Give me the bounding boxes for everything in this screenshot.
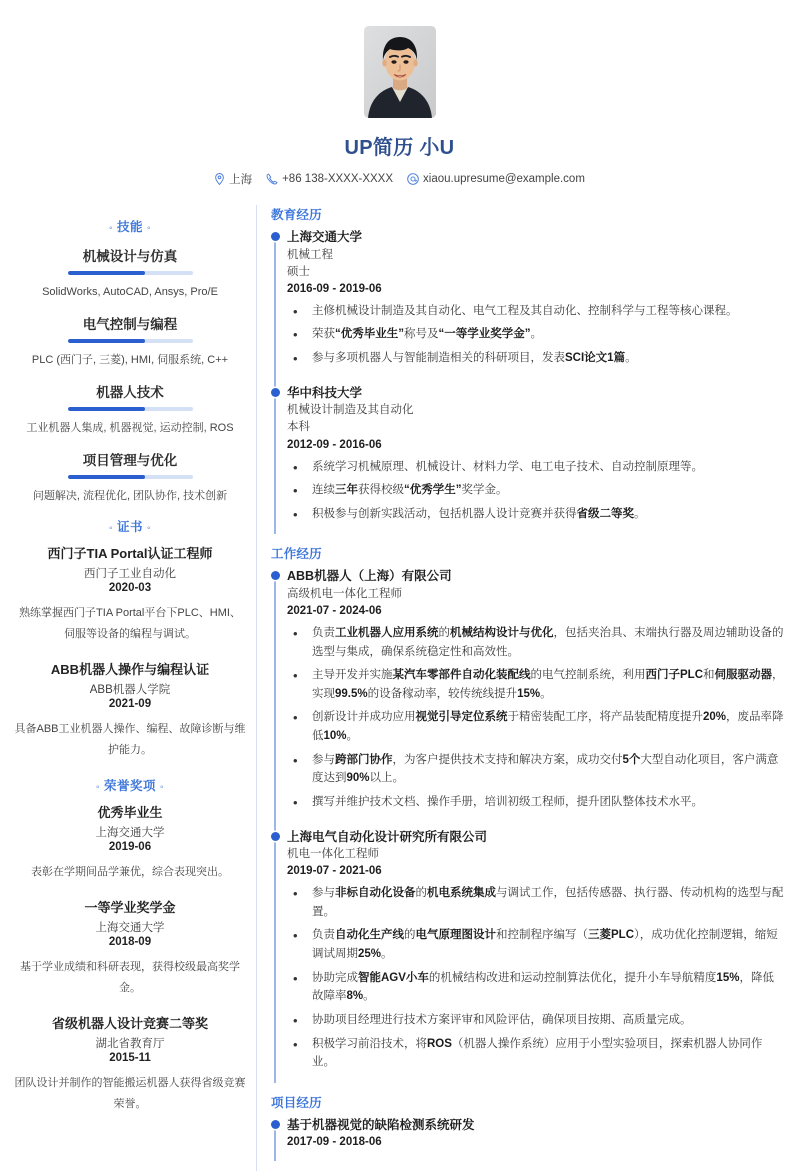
deco-circle-right-icon: ◦: [146, 523, 152, 535]
skill-block: [14, 449, 246, 505]
award-title: 西门子TIA Portal认证工程师: [47, 546, 213, 562]
deco-circle-right-icon: ◦: [146, 223, 152, 234]
entry-bullet: • 参与多项机器人与智能制造相关的科研项目，发表SCI论文1篇。: [287, 349, 785, 368]
award-date: 2020-03: [108, 582, 152, 595]
entry-bullet: • 创新设计并成功应用视觉引导定位系统于精密装配工序，将产品装配精度提升20%，废品率降低10%。: [287, 708, 785, 745]
award-entry: [14, 545, 246, 645]
entry-bullet: • 积极参与创新实践活动，包括机器人设计竞赛并获得省级二等奖。: [287, 505, 785, 524]
skill-name: 机器人技术: [96, 385, 164, 401]
skill-name: 机械设计与仿真: [82, 249, 178, 264]
entry-job-title: 机电一体化工程师: [287, 848, 379, 861]
section-skills: [14, 217, 246, 505]
entry-major: 机械工程: [287, 248, 333, 261]
entry-bullet: • 负责工业机器人应用系统的机械结构设计与优化，包括夹治具、末端执行器及周边辅助设备的选型与集成，确保系统稳定性和高效性。: [287, 624, 785, 661]
column-divider: [256, 205, 257, 1171]
award-description: 表彰在学期间品学兼优，综合表现突出。: [31, 866, 229, 879]
award-date: 2019-06: [108, 841, 152, 854]
timeline-entry: [287, 829, 785, 1089]
entry-bullet: • 积极学习前沿技术，将ROS（机器人操作系统）应用于小型实验项目，探索机器人协同作业。: [287, 1035, 785, 1072]
award-issuer: ABB机器人学院: [89, 683, 171, 696]
section-title-projects: 项目经历: [271, 1095, 322, 1110]
skill-description: PLC (西门子, 三菱), HMI, 伺服系统, C++: [31, 354, 229, 367]
section-title-education: 教育经历: [271, 208, 322, 222]
timeline-entry: [287, 229, 785, 385]
award-issuer: 西门子工业自动化: [84, 568, 176, 581]
skill-level-fill: [68, 339, 146, 343]
entry-organization: 上海电气自动化设计研究所有限公司: [287, 829, 488, 844]
award-entry: [14, 804, 246, 883]
phone-icon: [266, 173, 278, 185]
deco-circle-left-icon: ◦: [108, 523, 113, 535]
deco-circle-left-icon: ◦: [95, 782, 100, 794]
award-entry: [14, 661, 246, 761]
entry-bullet: • 协助项目经理进行技术方案评审和风险评估，确保项目按期、高质量完成。: [287, 1011, 785, 1030]
entry-date-range: 2012-09 - 2016-06: [287, 438, 382, 451]
sidebar-column: [14, 205, 256, 1130]
skill-level-fill: [68, 407, 146, 411]
section-title-skills-text: 技能: [116, 220, 143, 234]
entry-date-range: 2021-07 - 2024-06: [287, 605, 382, 618]
entry-bullet: • 主修机械设计制造及其自动化、电气工程及其自动化、控制科学与工程等核心课程。: [287, 302, 785, 321]
timeline-entry: [287, 568, 785, 828]
entry-date-range: 2016-09 - 2019-06: [287, 283, 382, 295]
section-title-honors-text: 荣誉奖项: [103, 779, 156, 794]
skill-name: 项目管理与优化: [82, 453, 178, 469]
skill-level-fill: [68, 271, 146, 275]
award-issuer: 上海交通大学: [95, 827, 165, 840]
skill-name: 电气控制与编程: [82, 317, 178, 333]
skill-level-bar: [68, 339, 193, 343]
award-title: 优秀毕业生: [97, 805, 163, 821]
section-certificates: [14, 517, 246, 760]
award-issuer: 湖北省教育厅: [95, 1037, 165, 1050]
skill-description: SolidWorks, AutoCAD, Ansys, Pro/E: [42, 286, 218, 298]
entry-bullet: • 协助完成智能AGV小车的机械结构改进和运动控制算法优化，提升小车导航精度15%，降低故障率8%。: [287, 969, 785, 1006]
entry-bullet: • 荣获“优秀毕业生”称号及“一等学业奖学金”。: [287, 325, 785, 344]
skill-level-bar: [68, 407, 193, 411]
entry-bullet: • 参与跨部门协作，为客户提供技术支持和解决方案，成功交付5个大型自动化项目，客户满意度达到90%以上。: [287, 751, 785, 788]
section-honors: [14, 776, 246, 1114]
entry-organization: 华中科技大学: [287, 385, 363, 400]
award-description: 基于学业成绩和科研表现，获得校级最高奖学金。: [20, 961, 240, 994]
section-title-certificates-text: 证书: [116, 520, 143, 535]
skill-block: [14, 313, 246, 369]
entry-organization: 上海交通大学: [287, 230, 363, 244]
section-title-skills: [14, 217, 246, 235]
contact-phone: [266, 173, 393, 185]
award-entry: [14, 899, 246, 999]
entry-organization: ABB机器人（上海）有限公司: [287, 569, 452, 584]
award-issuer: 上海交通大学: [95, 922, 165, 935]
award-description: 熟练掌握西门子TIA Portal平台下PLC、HMI、伺服等设备的编程与调试。: [19, 607, 241, 640]
entry-degree: 本科: [287, 421, 310, 434]
email-at-icon: [407, 173, 419, 185]
work-timeline: [271, 568, 785, 1088]
avatar: [364, 26, 436, 118]
location-pin-icon: [214, 173, 225, 185]
skill-description: 工业机器人集成, 机器视觉, 运动控制, ROS: [26, 422, 234, 435]
skill-level-bar: [68, 271, 193, 275]
entry-bullet: • 连续三年获得校级“优秀学生”奖学金。: [287, 481, 785, 500]
award-date: 2018-09: [108, 936, 152, 949]
entry-date-range: 2017-09 - 2018-06: [287, 1136, 382, 1149]
award-date: 2015-11: [109, 1051, 151, 1064]
award-entry: [14, 1015, 246, 1115]
entry-job-title: 高级机电一体化工程师: [287, 587, 402, 600]
entry-bullet-list: [287, 884, 785, 1072]
entry-degree: 硕士: [287, 265, 310, 278]
entry-bullet-list: [287, 302, 785, 368]
section-education: [271, 205, 785, 540]
skill-block: [14, 381, 246, 437]
project-timeline: [271, 1117, 785, 1167]
section-work: [271, 544, 785, 1088]
award-description: 具备ABB工业机器人操作、编程、故障诊断与维护能力。: [14, 722, 246, 756]
award-date: 2021-09: [108, 697, 152, 710]
section-title-certificates: [14, 517, 246, 535]
entry-bullet: • 参与非标自动化设备的机电系统集成与调试工作，包括传感器、执行器、传动机构的选型与配置。: [287, 884, 785, 921]
contact-row: [0, 171, 799, 187]
entry-bullet-list: [287, 458, 785, 524]
deco-circle-left-icon: ◦: [108, 223, 113, 234]
award-title: 省级机器人设计竞赛二等奖: [51, 1015, 208, 1031]
portrait-photo-icon: [364, 26, 436, 118]
entry-bullet: • 系统学习机械原理、机械设计、材料力学、电工电子技术、自动控制原理等。: [287, 458, 785, 477]
award-description: 团队设计并制作的智能搬运机器人获得省级竞赛荣誉。: [14, 1076, 246, 1110]
award-title: 一等学业奖学金: [84, 900, 176, 916]
entry-bullet-list: [287, 624, 785, 812]
page-title: UP简历 小U: [344, 137, 455, 159]
education-timeline: [271, 229, 785, 540]
entry-organization: 基于机器视觉的缺陷检测系统研发: [287, 1117, 475, 1132]
deco-circle-right-icon: ◦: [159, 782, 165, 794]
contact-email-text: xiaou.upresume@example.com: [423, 173, 585, 185]
section-title-work: 工作经历: [271, 547, 322, 562]
resume-body: [0, 193, 799, 1171]
resume-header: [0, 0, 799, 193]
entry-bullet: • 撰写并维护技术文档、操作手册，培训初级工程师，提升团队整体技术水平。: [287, 793, 785, 812]
skill-level-fill: [68, 475, 146, 479]
award-title: ABB机器人操作与编程认证: [50, 661, 210, 677]
contact-phone-text: +86 138-XXXX-XXXX: [282, 173, 394, 185]
timeline-entry: [287, 1117, 785, 1167]
contact-location-text: 上海: [229, 174, 253, 186]
entry-bullet: • 负责自动化生产线的电气原理图设计和控制程序编写（三菱PLC），成功优化控制逻辑，缩短调试周期25%。: [287, 926, 785, 963]
entry-major: 机械设计制造及其自动化: [287, 404, 414, 417]
entry-date-range: 2019-07 - 2021-06: [287, 865, 382, 878]
entry-bullet: • 主导开发并实施某汽车零部件自动化装配线的电气控制系统，利用西门子PLC和伺服驱动器，实现99.5%的设备稼动率，较传统线提升15%。: [287, 666, 785, 703]
main-column: [271, 205, 785, 1171]
section-title-honors: [14, 776, 246, 794]
timeline-entry: [287, 385, 785, 541]
skill-block: [14, 245, 246, 301]
contact-email: [407, 173, 585, 185]
skill-description: 问题解决, 流程优化, 团队协作, 技术创新: [32, 490, 228, 503]
contact-location: [214, 171, 252, 187]
skill-level-bar: [68, 475, 193, 479]
